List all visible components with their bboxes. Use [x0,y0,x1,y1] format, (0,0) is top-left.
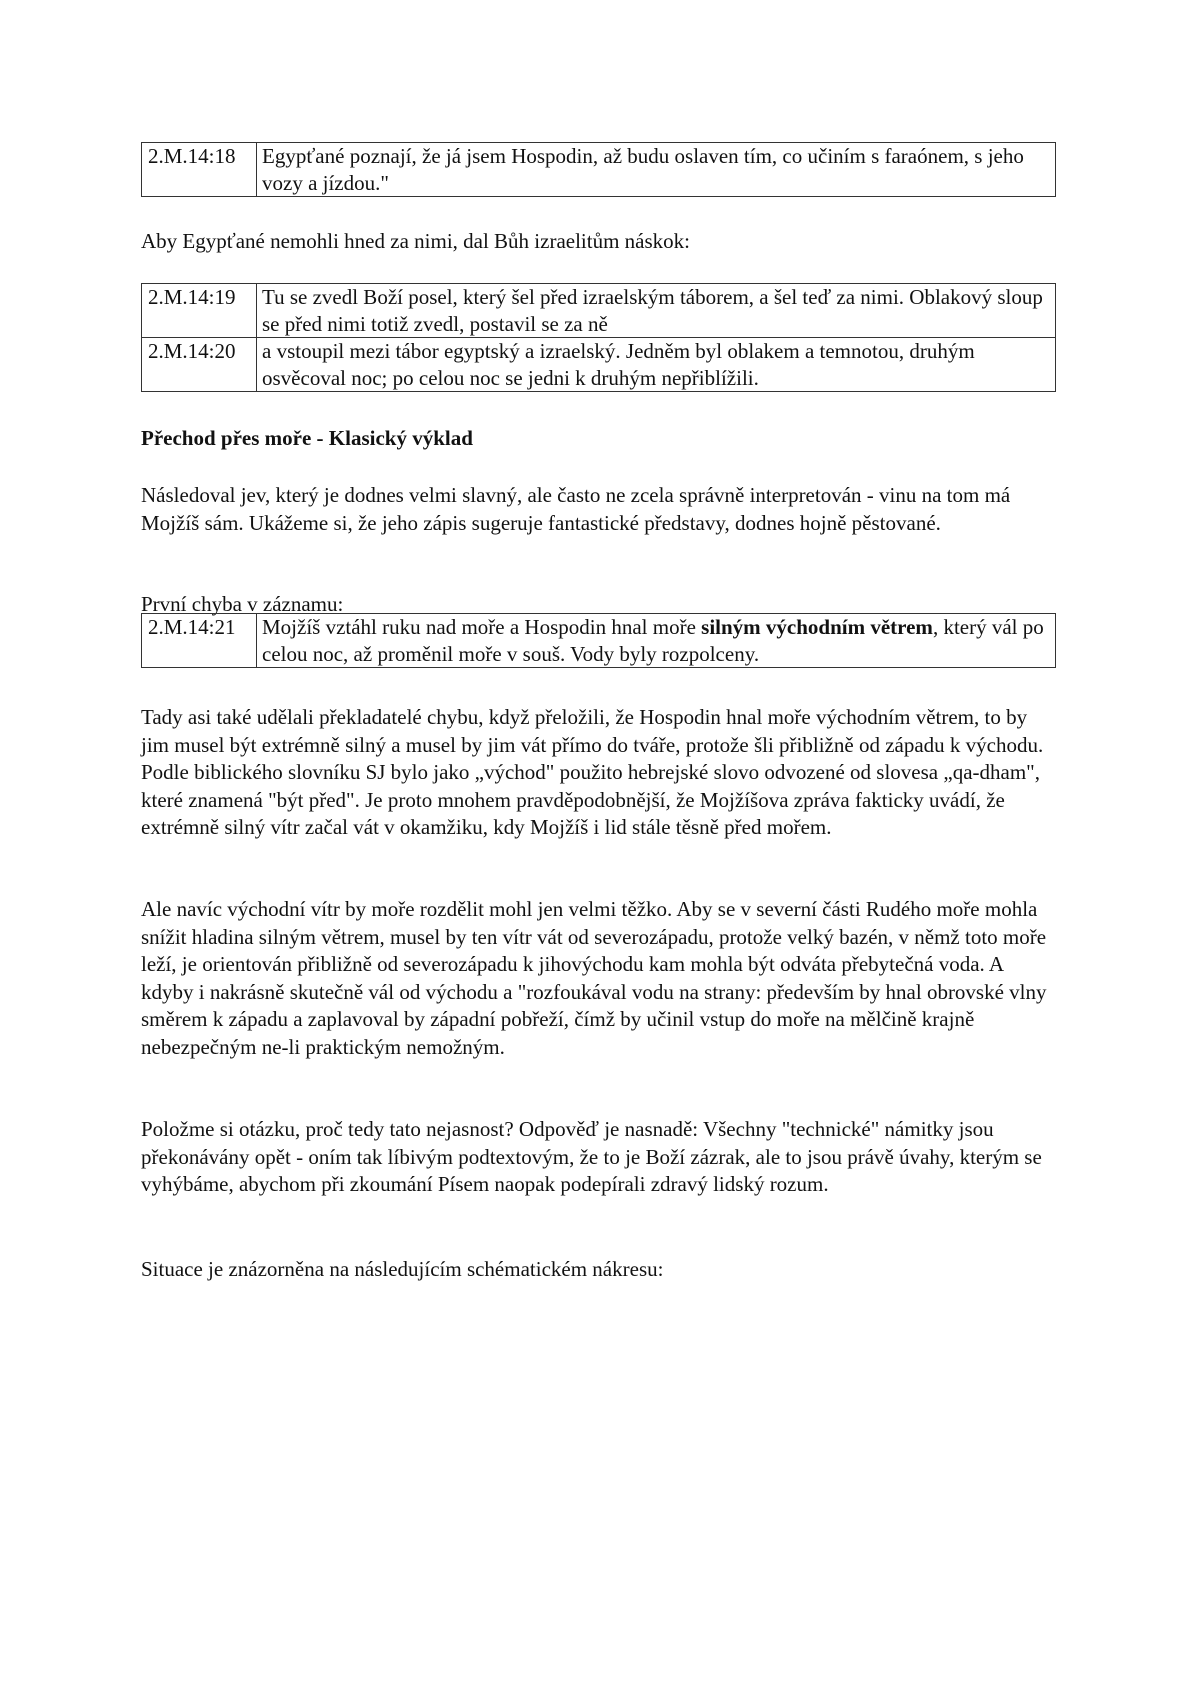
section-heading: Přechod přes moře - Klasický výklad [141,426,473,450]
verse-table-1 [141,142,1056,197]
verse-table-2 [141,283,1056,392]
paragraph-2: Tady asi také udělali překladatelé chybu, když přeložili, že Hospodin hnal moře východním větrem, to by jim musel být extrémně silný a musel by jim vát přímo do tváře, protože šli přibližně od západu k východu. Podle biblického slovníku SJ bylo jako „východ" použito hebrejské slovo odvozené od slovesa „qa-dham", které znamená "být před". Je proto mnohem pravděpodobnější, že Mojžíšova zpráva fakticky uvádí, že extrémně silný vítr začal vát v okamžiku, kdy Mojžíš i lid stále těsně před mořem. [141,705,1044,839]
table-row [142,143,1056,197]
verse-text [257,614,1056,668]
paragraph-3: Ale navíc východní vítr by moře rozdělit mohl jen velmi těžko. Aby se v severní části Rudého moře mohla snížit hladina silným větrem, musel by ten vítr vát od severozápadu, protože velký bazén, v němž toto moře leží, je orientován přibližně od severozápadu k jihovýchodu kam mohla být odváta přebytečná voda. A kdyby i nakrásně skutečně vál od východu a "rozfoukával vodu na strany: především by hnal obrovské vlny směrem k západu a zaplavoval by západní pobřeží, čímž by učinil vstup do moře na mělčině krajně nebezpečným ne-li praktickým nemožným. [141,897,1047,1059]
verse-text: Egypťané poznají, že já jsem Hospodin, až budu oslaven tím, co učiním s faraónem, s jeho vozy a jízdou." [257,143,1056,197]
verse-reference: 2.M.14:21 [142,614,257,668]
paragraph-4: Položme si otázku, proč tedy tato nejasnost? Odpověď je nasnadě: Všechny "technické" námitky jsou překonávány opět - oním tak líbivým podtextovým, že to je Boží zázrak, ale to jsou právě úvahy, kterým se vyhýbáme, abychom při zkoumání Písem naopak podepírali zdravý lidský rozum. [141,1117,1042,1196]
verse-text-emphasis: silným východním větrem [701,615,933,639]
intro-paragraph: Aby Egypťané nemohli hned za nimi, dal Bůh izraelitům náskok: [141,229,691,253]
table-row [142,614,1056,668]
verse-reference: 2.M.14:19 [142,284,257,338]
verse-text-after: , který vál po celou noc, až proměnil moře v souš. Vody byly rozpolceny. [262,615,1044,666]
verse-table-3 [141,613,1056,668]
first-error-label: První chyba v záznamu: [141,592,344,616]
paragraph-1: Následoval jev, který je dodnes velmi slavný, ale často ne zcela správně interpretován - vinu na tom má Mojžíš sám. Ukážeme si, že jeho zápis sugeruje fantastické představy, dodnes hojně pěstované. [141,483,1011,535]
verse-text: a vstoupil mezi tábor egyptský a izraelský. Jedněm byl oblakem a temnotou, druhým osvěcoval noc; po celou noc se jedni k druhým nepřiblížili. [257,338,1056,392]
paragraph-5: Situace je znázorněna na následujícím schématickém nákresu: [141,1257,664,1281]
verse-reference: 2.M.14:20 [142,338,257,392]
verse-text: Tu se zvedl Boží posel, který šel před izraelským táborem, a šel teď za nimi. Oblakový sloup se před nimi totiž zvedl, postavil se za ně [257,284,1056,338]
verse-reference: 2.M.14:18 [142,143,257,197]
table-row [142,284,1056,338]
table-row [142,338,1056,392]
verse-text-before: Mojžíš vztáhl ruku nad moře a Hospodin hnal moře [262,615,702,639]
